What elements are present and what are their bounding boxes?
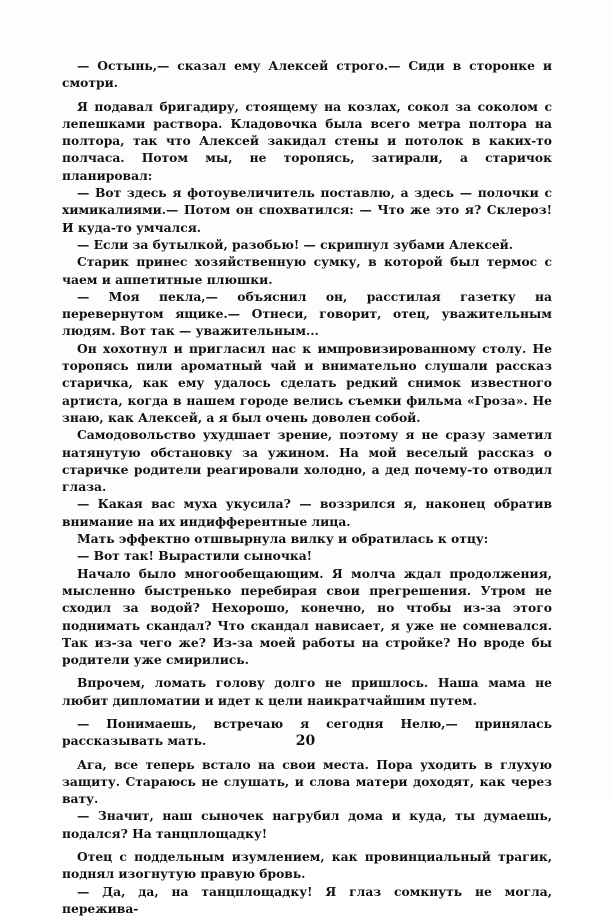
paragraph: — Остынь,— сказал ему Алексей строго.— Сиди в сторонке и смотри. <box>62 58 552 91</box>
paragraph: — Если за бутылкой, разобью! — скрипнул зубами Алексей. <box>77 236 514 252</box>
paragraph: Впрочем, ломать голову долго не пришлось. Наша мама не любит дипломатии и идет к цели наикратчайшим путем. <box>62 675 552 708</box>
paragraph: Начало было многообещающим. Я молча ждал продолжения, мысленно быстренько перебирая свои прегрешения. Утром не сходил за водой? Нехорошо, конечно, но чтобы из-за этого поднимать скандал? Что скандал нависает, я уже не сомневался. Так из-за чего же? Из-за моей работы на стройке? Но вроде бы родители уже смирились. <box>62 565 552 668</box>
paragraph: — Вот так! Вырастили сыночка! <box>77 548 313 564</box>
paragraph: Ага, все теперь встало на свои места. Пора уходить в глухую защиту. Стараюсь не слушать, и слова матери доходят, как через вату. <box>62 756 552 807</box>
paragraph: Самодовольство ухудшает зрение, поэтому я не сразу заметил натянутую обстановку за ужином. На мой веселый рассказ о старичке родители реагировали холодно, а дед почему-то отводил глаза. <box>62 427 552 495</box>
paragraph: Мать эффектно отшвырнула вилку и обратилась к отцу: <box>77 531 489 547</box>
page-number: 20 <box>295 733 316 749</box>
paragraph: — Какая вас муха укусила? — воззрился я, наконец обратив внимание на их индифферентные лица. <box>62 496 552 529</box>
paragraph: Отец с поддельным изумлением, как провинциальный трагик, поднял изогнутую правую бровь. <box>62 849 552 882</box>
paragraph: — Вот здесь я фотоувеличитель поставлю, а здесь — полочки с химикалиями.— Потом он спохватился: — Что же это я? Склероз! И куда-то умчался. <box>62 185 552 235</box>
paragraph: Я подавал бригадиру, стоящему на козлах, сокол за соколом с лепешками раствора. Кладовочка была всего метра полтора на полтора, так что Алексей закидал стены и потолок в каких-то полчаса. Потом мы, не торопясь, затирали, а старичок планировал: <box>62 98 552 183</box>
paragraph: — Значит, наш сыночек нагрубил дома и куда, ты думаешь, подался? На танцплощадку! <box>62 808 552 841</box>
paragraph: — Да, да, на танцплощадку! Я глаз сомкнуть не могла, пережива- <box>62 883 552 916</box>
paragraph: — Моя пекла,— объяснил он, расстилая газетку на перевернутом ящике.— Отнеси, говорит, отец, уважительным людям. Вот так — уважительным... <box>62 288 552 339</box>
paragraph: Старик принес хозяйственную сумку, в которой был термос с чаем и аппетитные плюшки. <box>62 254 552 287</box>
paragraph: Он хохотнул и пригласил нас к импровизированному столу. Не торопясь пили ароматный чай и внимательно слушали рассказ старичка, как ему удалось сделать редкий снимок известного артиста, когда в нашем городе велись съемки фильма «Гроза». Не знаю, как Алексей, а я был очень доволен собой. <box>62 340 552 425</box>
body-text <box>62 57 552 917</box>
paragraph: — Понимаешь, встречаю я сегодня Нелю,— принялась рассказывать мать. <box>62 715 552 749</box>
